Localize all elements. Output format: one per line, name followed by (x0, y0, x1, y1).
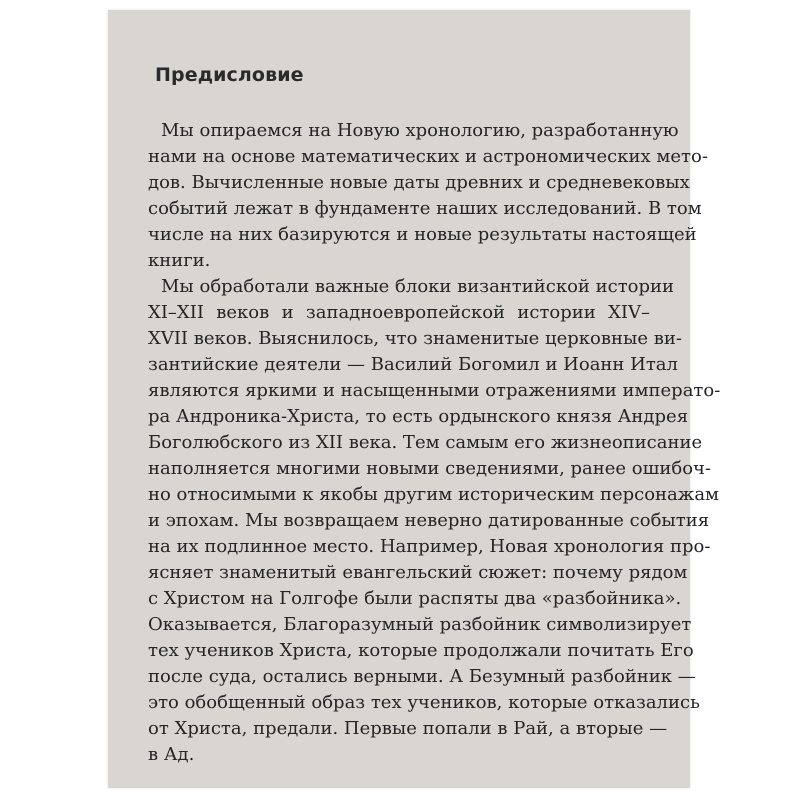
text-line: XI–XII веков и западноевропейской истории XIV– (148, 302, 650, 323)
text-line: от Христа, предали. Первые попали в Рай, а вторые — (148, 718, 668, 739)
text-line: тех учеников Христа, которые продолжали почитать Его (148, 640, 694, 661)
text-line: являются яркими и насыщенными отражениями императо- (148, 380, 721, 401)
page-title: Предисловие (155, 64, 304, 86)
text-line: XVII веков. Выяснилось, что знаменитые церковные ви- (148, 328, 682, 349)
text-line: после суда, остались верными. А Безумный разбойник — (148, 666, 696, 687)
text-line: ясняет знаменитый евангельский сюжет: почему рядом (148, 562, 688, 583)
text-line: на их подлинное место. Например, Новая хронология про- (148, 536, 711, 557)
text-line: нами на основе математических и астрономических мето- (148, 146, 708, 167)
text-line: Оказывается, Благоразумный разбойник символизирует (148, 614, 692, 635)
text-line: Мы обработали важные блоки византийской истории (161, 276, 675, 297)
text-line: наполняется многими новыми сведениями, ранее ошибоч- (148, 458, 712, 479)
text-line: книги. (148, 250, 211, 271)
text-line: событий лежат в фундаменте наших исследований. В том (148, 198, 702, 219)
text-line: Мы опираемся на Новую хронологию, разработанную (161, 120, 679, 141)
text-line: Боголюбского из XII века. Тем самым его жизнеописание (148, 432, 703, 453)
text-line: ра Андроника-Христа, то есть ордынского князя Андрея (148, 406, 689, 427)
text-line: в Ад. (148, 744, 195, 765)
text-line: числе на них базируются и новые результаты настоящей (148, 224, 697, 245)
text-line: но относимыми к якобы другим историческим персонажам (148, 484, 720, 505)
text-line: зантийские деятели — Василий Богомил и Иоанн Итал (148, 354, 678, 375)
text-line: это обобщенный образ тех учеников, которые отказались (148, 692, 700, 713)
text-line: с Христом на Голгофе были распяты два «разбойника». (148, 588, 682, 609)
book-page (108, 10, 721, 788)
text-line: и эпохам. Мы возвращаем неверно датированные события (148, 510, 710, 531)
text-line: дов. Вычисленные новые даты древних и средневековых (148, 172, 690, 193)
